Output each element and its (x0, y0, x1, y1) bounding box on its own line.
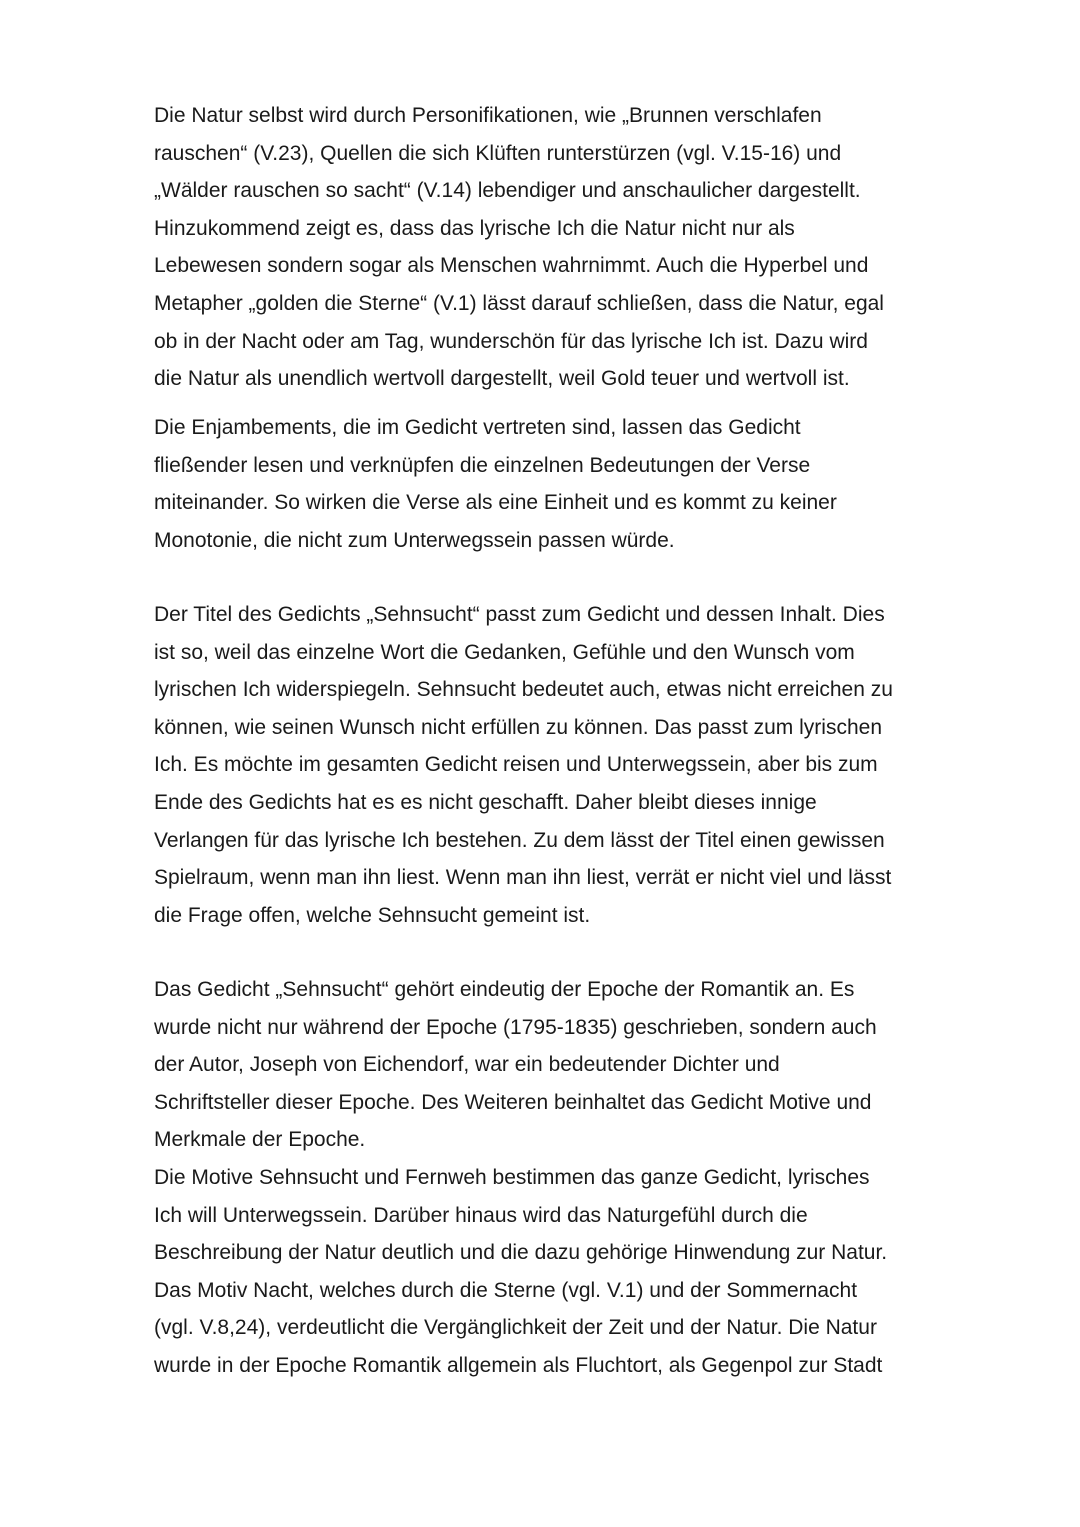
text-line: Der Titel des Gedichts „Sehnsucht“ passt zum Gedicht und dessen Inhalt. Dies (154, 603, 885, 626)
text-line: Metapher „golden die Sterne“ (V.1) lässt darauf schließen, dass die Natur, egal (154, 291, 884, 315)
text-line: Die Motive Sehnsucht und Fernweh bestimmen das ganze Gedicht, lyrisches (154, 1165, 870, 1189)
text-line: die Natur als unendlich wertvoll dargestellt, weil Gold teuer und wertvoll ist. (154, 367, 850, 391)
text-line: Ende des Gedichts hat es es nicht geschafft. Daher bleibt dieses innige (154, 790, 817, 814)
text-line: Die Enjambements, die im Gedicht vertreten sind, lassen das Gedicht (154, 416, 801, 439)
text-line: Ich will Unterwegssein. Darüber hinaus wird das Naturgefühl durch die (154, 1203, 808, 1227)
text-line: „Wälder rauschen so sacht“ (V.14) lebendiger und anschaulicher dargestellt. (154, 179, 861, 203)
text-line: ist so, weil das einzelne Wort die Gedanken, Gefühle und den Wunsch vom (154, 640, 855, 664)
text-line: rauschen“ (V.23), Quellen die sich Klüften runterstürzen (vgl. V.15-16) und (154, 141, 842, 165)
text-line: Schriftsteller dieser Epoche. Des Weiteren beinhaltet das Gedicht Motive und (154, 1090, 872, 1114)
paragraph-title-analysis (154, 596, 954, 934)
text-line: können, wie seinen Wunsch nicht erfüllen zu können. Das passt zum lyrischen (154, 715, 882, 739)
text-line: Das Motiv Nacht, welches durch die Sterne (vgl. V.1) und der Sommernacht (154, 1278, 858, 1302)
text-line: fließender lesen und verknüpfen die einzelnen Bedeutungen der Verse (154, 453, 811, 477)
text-line: wurde in der Epoche Romantik allgemein als Fluchtort, als Gegenpol zur Stadt (154, 1353, 883, 1377)
paragraph-personification (154, 97, 954, 398)
text-line: Spielraum, wenn man ihn liest. Wenn man ihn liest, verrät er nicht viel und lässt (154, 866, 892, 890)
paragraph-epoch (154, 971, 954, 1385)
paragraph-enjambements (154, 409, 954, 559)
text-line: ob in der Nacht oder am Tag, wunderschön für das lyrische Ich ist. Dazu wird (154, 329, 868, 353)
text-line: der Autor, Joseph von Eichendorf, war ein bedeutender Dichter und (154, 1053, 780, 1077)
text-line: Monotonie, die nicht zum Unterwegssein passen würde. (154, 528, 675, 552)
text-line: Lebewesen sondern sogar als Menschen wahrnimmt. Auch die Hyperbel und (154, 254, 869, 278)
text-line: die Frage offen, welche Sehnsucht gemeint ist. (154, 903, 591, 927)
text-line: Die Natur selbst wird durch Personifikationen, wie „Brunnen verschlafen (154, 104, 822, 127)
text-line: Hinzukommend zeigt es, dass das lyrische Ich die Natur nicht nur als (154, 216, 795, 240)
text-line: miteinander. So wirken die Verse als eine Einheit und es kommt zu keiner (154, 491, 837, 515)
text-line: Das Gedicht „Sehnsucht“ gehört eindeutig der Epoche der Romantik an. Es (154, 978, 855, 1001)
text-line: lyrischen Ich widerspiegeln. Sehnsucht bedeutet auch, etwas nicht erreichen zu (154, 678, 893, 702)
text-line: Ich. Es möchte im gesamten Gedicht reisen und Unterwegssein, aber bis zum (154, 753, 878, 777)
text-line: Merkmale der Epoche. (154, 1128, 366, 1152)
text-line: wurde nicht nur während der Epoche (1795-1835) geschrieben, sondern auch (154, 1015, 877, 1039)
text-line: (vgl. V.8,24), verdeutlicht die Vergänglichkeit der Zeit und der Natur. Die Natur (154, 1316, 877, 1340)
text-line: Beschreibung der Natur deutlich und die dazu gehörige Hinwendung zur Natur. (154, 1241, 888, 1265)
text-line: Verlangen für das lyrische Ich bestehen. Zu dem lässt der Titel einen gewissen (154, 828, 885, 852)
